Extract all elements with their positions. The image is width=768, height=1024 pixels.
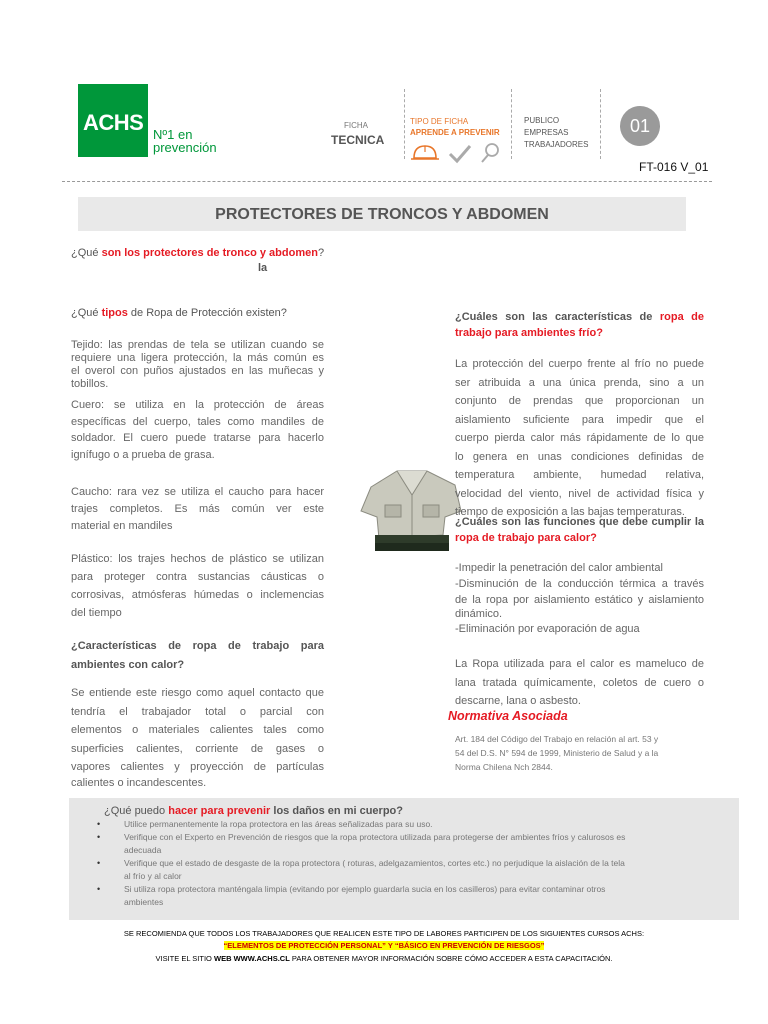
sheet-number-badge: 01 (620, 106, 660, 146)
prevention-list (97, 818, 739, 909)
bullet-icon: • (97, 858, 101, 868)
frio-paragraph: La protección del cuerpo frente al frío no puede ser atribuida a una única prenda, sino a un conjunto de prendas que proporcionan un aislamiento suficiente para impedir que el cuerpo pierda calor más rápidamente de lo que lo genera en unas condiciones definidas de temperatura ambiente, humedad relativa, velocidad del viento, nivel de actividad física y tiempo de exposición a las bajas temperaturas. (455, 358, 704, 518)
page-title: PROTECTORES DE TRONCOS Y ABDOMEN (215, 206, 549, 223)
footer-courses: “ELEMENTOS DE PROTECCIÓN PERSONAL” Y “BÁSICO EN PREVENCIÓN DE RIESGOS” (223, 941, 545, 950)
header-divider (600, 89, 601, 159)
tipo-ficha-value: APRENDE A PREVENIR (410, 128, 500, 137)
publico-empresas: EMPRESAS (524, 128, 569, 137)
bullet-icon: • (97, 884, 101, 894)
document-code: FT-016 V_01 (639, 160, 709, 174)
intro-question: ¿Qué son los protectores de tronco y abdomen? (71, 247, 325, 259)
normativa-text: Art. 184 del Código del Trabajo en relación al art. 53 y 54 del D.S. N° 594 de 1999, Ministerio de Salud y a la Norma Chilena Nch 2844. (455, 734, 659, 772)
caucho-paragraph: Caucho: rara vez se utiliza el caucho para hacer trajes completos. Es más común ver este material en mandiles (71, 486, 324, 532)
footer-website: VISITE EL SITIO WEB WWW.ACHS.CL PARA OBTENER MAYOR INFORMACIÓN SOBRE CÓMO ACCEDER A ESTA CAPACITACIÓN. (155, 954, 613, 963)
ficha-label: FICHA (344, 121, 368, 130)
plastico-paragraph: Plástico: los trajes hechos de plástico se utilizan para proteger contra sustancias cáusticas o corrosivas, atmósferas húmedas o inclemencias del tiempo (71, 553, 324, 619)
logo-tagline: Nº1 en prevención (153, 127, 217, 155)
bullet-icon: • (97, 819, 101, 829)
funciones-list: -Impedir la penetración del calor ambiental -Disminución de la conducción térmica a través de la ropa por aislamiento estático y aislamiento dinámico. -Eliminación por evaporación de agua (455, 562, 704, 635)
tipos-question: ¿Qué tipos de Ropa de Protección existen? (71, 307, 287, 319)
list-item: • Verifique con el Experto en Prevención de riesgos que la ropa protectora utilizada para protegerse der ambientes fríos y calurosos es adecuada (97, 832, 626, 855)
calor-paragraph: Se entiende este riesgo como aquel contacto que tendría el trabajador total o parcial con elementos o materiales calientes tales como superficies calientes, corriente de gases o vapores calientes y proyección de partículas calientes o incandescentes. (71, 687, 324, 789)
logo-wordmark: ACHS (83, 110, 144, 135)
header-divider (404, 89, 405, 159)
jacket-image (357, 465, 467, 560)
header-rule (62, 181, 712, 182)
list-item: • Verifique que el estado de desgaste de la ropa protectora ( roturas, adelgazamientos, cortes etc.) no perjudique la aislación de la tela al frío y al calor (97, 858, 625, 881)
prevention-icons (410, 140, 505, 166)
intro-fragment: la (258, 262, 268, 274)
helmet-icon (411, 146, 439, 159)
publico-block (524, 115, 588, 151)
tejido-paragraph: Tejido: las prendas de tela se utilizan cuando se requiere una ligera protección, la más común es el overol con puños ajustados en las muñecas y tobillos. (71, 339, 324, 390)
list-item: • Si utiliza ropa protectora manténgala limpia (evitando por ejemplo guardarla sucia en los casilleros) para evitar contaminar otros ambientes (97, 884, 606, 907)
check-icon (450, 146, 470, 161)
publico-label: PUBLICO (524, 116, 560, 125)
tipo-ficha-label: TIPO DE FICHA (410, 117, 469, 126)
list-item: • Utilice permanentemente la ropa protectora en las áreas señalizadas para su uso. (97, 819, 433, 829)
magnifier-icon (482, 144, 498, 162)
normativa-heading: Normativa Asociada (448, 709, 568, 723)
ropa-calor-paragraph: La Ropa utilizada para el calor es mameluco de lana tratada químicamente, coletos de cuero o descarne, lana o asbesto. (455, 658, 704, 707)
calor-question: ¿Características de ropa de trabajo para ambientes con calor? (71, 640, 324, 671)
header-divider (511, 89, 512, 159)
frio-question: ¿Cuáles son las características de ropa de trabajo para ambientes frío? (455, 311, 704, 339)
publico-trabajadores: TRABAJADORES (524, 140, 589, 149)
footer-recommendation: SE RECOMIENDA QUE TODOS LOS TRABAJADORES QUE REALICEN ESTE TIPO DE LABORES PARTICIPEN DE LOS SIGUIENTES CURSOS ACHS: (123, 929, 645, 938)
bullet-icon: • (97, 832, 101, 842)
funciones-question: ¿Cuáles son las funciones que debe cumplir la ropa de trabajo para calor? (455, 516, 704, 544)
cuero-paragraph: Cuero: se utiliza en la protección de áreas específicas del cuerpo, tales como mandiles de soldador. El cuero puede tratarse para hacerlo ignífugo o a prueba de grasa. (71, 399, 324, 461)
ficha-value: TECNICA (331, 133, 385, 147)
prevention-question: ¿Qué puedo hacer para prevenir los daños en mi cuerpo? (104, 805, 403, 817)
